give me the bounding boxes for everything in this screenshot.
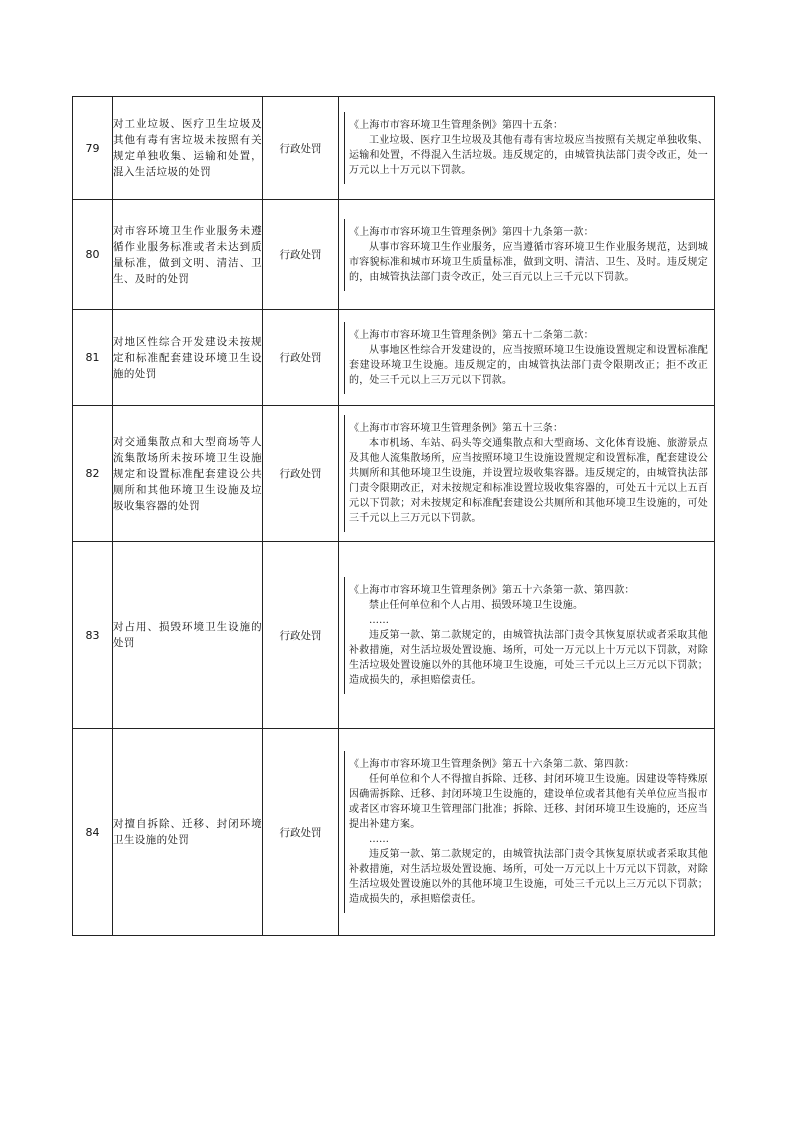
legal-basis-text — [344, 751, 714, 913]
basis-paragraph: 《上海市市容环境卫生管理条例》第五十六条第二款、第四款： — [349, 759, 635, 770]
legal-basis-cell — [339, 542, 715, 729]
legal-basis-cell — [339, 200, 715, 310]
table-row — [73, 729, 715, 936]
penalty-table — [72, 96, 715, 936]
legal-basis-text — [344, 112, 714, 184]
table-row — [73, 542, 715, 729]
legal-basis-text — [344, 219, 714, 291]
table-row — [73, 97, 715, 200]
basis-paragraph: 《上海市市容环境卫生管理条例》第四十五条： — [349, 120, 564, 131]
basis-paragraph: 从事地区性综合开发建设的，应当按照环境卫生设施设置规定和设置标准配套建设环境卫生设施。违反规定的，由城管执法部门责令限期改正；拒不改正的，处三千元以上三万元以下罚款。 — [349, 344, 708, 386]
penalty-item: 对占用、损毁环境卫生设施的处罚 — [113, 542, 263, 729]
penalty-type: 行政处罚 — [263, 200, 339, 310]
row-number: 84 — [73, 729, 113, 936]
basis-paragraph: 任何单位和个人不得擅自拆除、迁移、封闭环境卫生设施。因建设等特殊原因确需拆除、迁移、封闭环境卫生设施的，建设单位或者其他有关单位应当报市或者区市容环境卫生管理部门批准；拆除、迁移、封闭环境卫生设施的，还应当提出补建方案。 — [349, 774, 708, 830]
basis-paragraph: …… — [369, 834, 389, 845]
basis-paragraph: 禁止任何单位和个人占用、损毁环境卫生设施。 — [369, 599, 584, 611]
legal-basis-cell — [339, 97, 715, 200]
penalty-item: 对擅自拆除、迁移、封闭环境卫生设施的处罚 — [113, 729, 263, 936]
basis-paragraph: 违反第一款、第二款规定的，由城管执法部门责令其恢复原状或者采取其他补救措施，对生活垃圾处置设施、场所，可处一万元以上十万元以下罚款，对除生活垃圾处置设施以外的其他环境卫生设施，可处三千元以上三万元以下罚款；造成损失的，承担赔偿责任。 — [349, 629, 708, 686]
penalty-item: 对地区性综合开发建设未按规定和标准配套建设环境卫生设施的处罚 — [113, 310, 263, 406]
row-number: 79 — [73, 97, 113, 200]
penalty-type: 行政处罚 — [263, 542, 339, 729]
basis-paragraph: 工业垃圾、医疗卫生垃圾及其他有毒有害垃圾应当按照有关规定单独收集、运输和处置，不得混入生活垃圾。违反规定的，由城管执法部门责令改正，处一万元以上十万元以下罚款。 — [349, 135, 708, 176]
row-number: 83 — [73, 542, 113, 729]
row-number: 81 — [73, 310, 113, 406]
legal-basis-text — [344, 322, 714, 394]
basis-paragraph: 《上海市市容环境卫生管理条例》第五十六条第一款、第四款： — [349, 584, 635, 596]
row-number: 80 — [73, 200, 113, 310]
basis-paragraph: 本市机场、车站、码头等交通集散点和大型商场、文化体育设施、旅游景点及其他人流集散场所，应当按照环境卫生设施设置规定和设置标准，配套建设公共厕所和其他环境卫生设施，并设置垃圾收集容器。违反规定的，由城管执法部门责令限期改正，对未按规定和标准设置垃圾收集容器的，可处五十元以上五百元以下罚款；对未按规定和标准配套建设公共厕所和其他环境卫生设施的，可处三千元以上三万元以下罚款。 — [349, 438, 708, 524]
penalty-item: 对交通集散点和大型商场等人流集散场所未按环境卫生设施规定和设置标准配套建设公共厕所和其他环境卫生设施及垃圾收集容器的处罚 — [113, 406, 263, 542]
basis-paragraph: 《上海市市容环境卫生管理条例》第五十三条： — [349, 423, 564, 434]
legal-basis-cell — [339, 729, 715, 936]
legal-basis-cell — [339, 406, 715, 542]
legal-basis-cell — [339, 310, 715, 406]
basis-paragraph: 《上海市市容环境卫生管理条例》第四十九条第一款： — [349, 226, 594, 238]
basis-paragraph: 从事市容环境卫生作业服务，应当遵循市容环境卫生作业服务规范，达到城市容貌标准和城市环境卫生质量标准，做到文明、清洁、卫生、及时。违反规定的，由城管执法部门责令改正，处三百元以上三千元以下罚款。 — [349, 241, 708, 283]
table-row — [73, 406, 715, 542]
row-number: 82 — [73, 406, 113, 542]
penalty-type: 行政处罚 — [263, 310, 339, 406]
legal-basis-text — [344, 577, 714, 694]
table-row — [73, 200, 715, 310]
basis-paragraph: 《上海市市容环境卫生管理条例》第五十二条第二款： — [349, 329, 594, 341]
basis-paragraph: …… — [369, 614, 389, 626]
penalty-type: 行政处罚 — [263, 406, 339, 542]
table-row — [73, 310, 715, 406]
penalty-type: 行政处罚 — [263, 729, 339, 936]
penalty-item: 对工业垃圾、医疗卫生垃圾及其他有毒有害垃圾未按照有关规定单独收集、运输和处置，混入生活垃圾的处罚 — [113, 97, 263, 200]
penalty-type: 行政处罚 — [263, 97, 339, 200]
basis-paragraph: 违反第一款、第二款规定的，由城管执法部门责令其恢复原状或者采取其他补救措施，对生活垃圾处置设施、场所，可处一万元以上十万元以下罚款，对除生活垃圾处置设施以外的其他环境卫生设施，可处三千元以上三万元以下罚款；造成损失的，承担赔偿责任。 — [349, 849, 708, 905]
legal-basis-text — [344, 415, 714, 532]
penalty-item: 对市容环境卫生作业服务未遵循作业服务标准或者未达到质量标准，做到文明、清洁、卫生、及时的处罚 — [113, 200, 263, 310]
